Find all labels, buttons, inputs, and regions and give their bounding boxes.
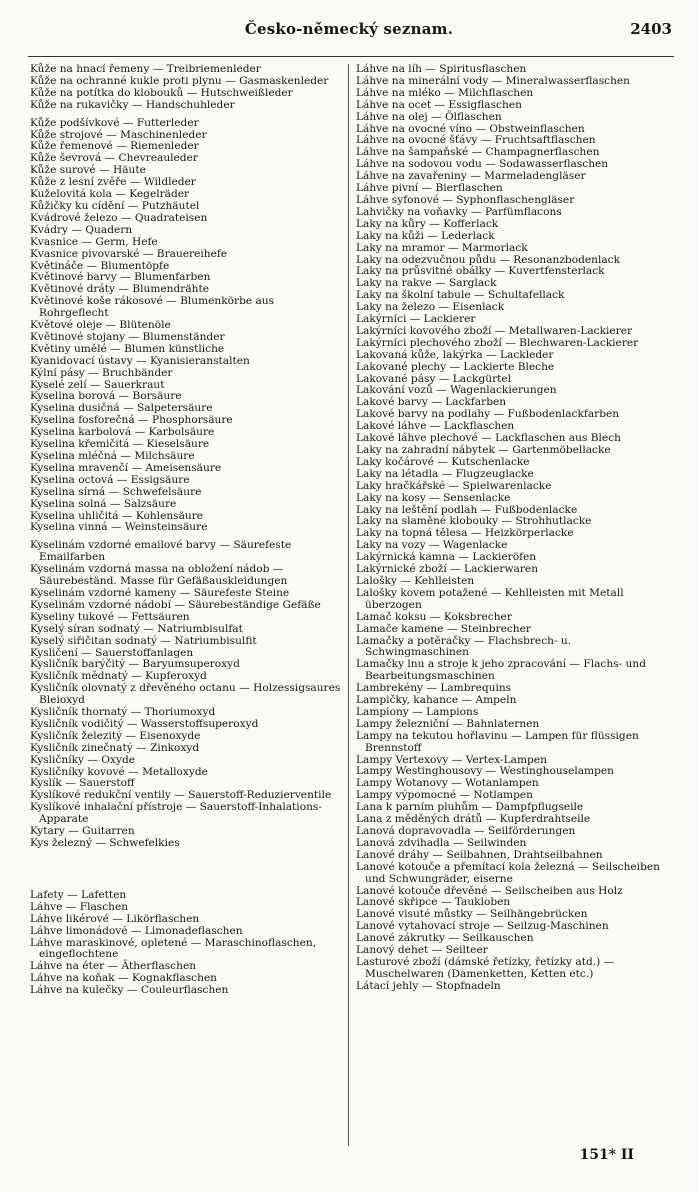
index-entry: Láhve na šampaňské — Champagnerflaschen xyxy=(356,146,600,159)
index-entry: Kyanidovací ústavy — Kyanisieranstalten xyxy=(30,354,250,367)
index-entry: Kyselý síran sodnatý — Natriumbisulfat xyxy=(30,622,243,635)
index-entry: Kyselý siřičitan sodnatý — Natriumbisulfit xyxy=(30,634,257,647)
index-entry: Lampy výpomocné — Notlampen xyxy=(356,789,533,802)
index-entry: Laky kočárové — Kutschenlacke xyxy=(356,455,530,468)
index-entry: Kyselina karbolová — Karbolsäure xyxy=(30,426,215,439)
index-entry: Láhve na kulečky — Couleurflaschen xyxy=(30,984,229,997)
index-entry: Láhve na sodovou vodu — Sodawasserflaschen xyxy=(356,158,609,171)
index-entry: Lanový dehet — Seilteer xyxy=(356,944,488,957)
index-entry: Kysličník železitý — Eisenoxyde xyxy=(30,729,201,742)
index-entry: Kyselinám vzdorné nádobí — Säurebeständige Gefäße xyxy=(30,598,321,611)
index-entry: Láhve syfonové — Syphonflaschengläser xyxy=(356,193,575,206)
index-entry: Kyslíkové redukční ventily — Sauerstoff-Reduzierventile xyxy=(30,789,332,802)
index-entry: Lanové dráhy — Seilbahnen, Drahtseilbahnen xyxy=(356,848,603,861)
index-entry: Květinové dráty — Blumendrähte xyxy=(30,283,210,296)
index-entry: Kůže na potítka do klobouků — Hutschweißleder xyxy=(30,86,293,99)
index-entry: Lamačky a potěračky — Flachsbrech- u. Schwingmaschinen xyxy=(356,634,572,659)
index-entry: Kýlní pásy — Bruchbänder xyxy=(30,366,173,379)
index-entry: Laky na mramor — Marmorlack xyxy=(356,241,528,254)
index-entry: Láhve maraskinové, opletené — Maraschinoflaschen, eingeflochtene xyxy=(30,936,317,961)
index-entry: Kůže surové — Häute xyxy=(30,164,146,177)
index-entry: Kvasnice — Germ, Hefe xyxy=(30,235,158,248)
index-entry: Lakované pásy — Lackgürtel xyxy=(356,372,512,385)
index-entry: Květinové barvy — Blumenfarben xyxy=(30,271,211,284)
index-entry: Kyslíkové inhalační přístroje — Sauerstoff-Inhalations-Apparate xyxy=(30,801,322,826)
index-entry: Látací jehly — Stopfnadeln xyxy=(356,979,501,992)
index-entry: Lakování vozů — Wagenlackierungen xyxy=(356,384,557,397)
index-entry: Kyselina vinná — Weinsteinsäure xyxy=(30,521,208,534)
index-entry: Kysličení — Sauerstoffanlagen xyxy=(30,646,194,659)
index-entry: Laky na školní tabule — Schultafellack xyxy=(356,289,565,302)
index-entry: Láhve na olej — Ölflaschen xyxy=(356,110,502,123)
index-entry: Lamačky lnu a stroje k jeho zpracování — Flachs- und Bearbeitungsmaschinen xyxy=(356,658,646,683)
index-entry: Láhve — Flaschen xyxy=(30,900,129,913)
index-entry: Kvasnice pivovarské — Brauereihefe xyxy=(30,247,228,260)
index-entry: Lakové láhve — Lackflaschen xyxy=(356,420,515,433)
index-entry: Laky na topná tělesa — Heizkörperlacke xyxy=(356,527,574,540)
index-entry: Kysličník vodičitý — Wasserstoffsuperoxyd xyxy=(30,717,259,730)
index-entry: Kůže na hnací řemeny — Treibriemenleder xyxy=(30,63,261,75)
index-entry: Láhve likérové — Likörflaschen xyxy=(30,912,200,925)
index-entry: Kys železný — Schwefelkies xyxy=(30,837,180,849)
index-entry: Kyselinám vzdorné kameny — Säurefeste Steine xyxy=(30,586,290,599)
index-entry: Láhve limonádové — Limonadeflaschen xyxy=(30,924,243,937)
index-entry: Kvádrové železo — Quadrateisen xyxy=(30,211,208,224)
index-entry: Kyselina uhličitá — Kohlensäure xyxy=(30,509,204,522)
printer-signature: 151* II xyxy=(579,1147,634,1163)
index-entry: Kyselina fosforečná — Phosphorsäure xyxy=(30,414,233,427)
index-entry: Lanové kotouče a přemítací kola železná — Seilscheiben und Schwungräder, eiserne xyxy=(356,860,660,885)
index-entry: Laky na průsvitné obálky — Kuvertfensterlack xyxy=(356,265,605,278)
index-entry: Lampiony — Lampions xyxy=(356,705,479,718)
index-entry: Kůže strojové — Maschinenleder xyxy=(30,128,207,141)
index-entry: Květináče — Blumentöpfe xyxy=(30,259,170,272)
index-entry: Lambrekény — Lambrequins xyxy=(356,682,512,695)
index-entry: Lakované plechy — Lackierte Bleche xyxy=(356,360,555,373)
index-entry: Láhve na ovocné šťávy — Fruchtsaftflaschen xyxy=(356,134,596,147)
index-entry: Kysličník mědnatý — Kupferoxyd xyxy=(30,670,207,683)
index-entry: Lakýrníci kovového zboží — Metallwaren-Lackierer xyxy=(356,324,633,337)
index-entry: Lampy Wotanovy — Wotanlampen xyxy=(356,777,539,790)
index-entry: Kytary — Guitarren xyxy=(30,825,135,838)
index-entry: Kysličníky kovové — Metalloxyde xyxy=(30,765,208,778)
index-entry: Květiny umělé — Blumen künstliche xyxy=(30,342,225,355)
index-entry: Lana k parním pluhům — Dampfpflugseile xyxy=(356,801,584,814)
index-entry: Lahvičky na voňavky — Parfümflacons xyxy=(356,205,562,218)
index-entry: Lakýrnické zboží — Lackierwaren xyxy=(356,563,539,576)
index-entry: Lamač koksu — Koksbrecher xyxy=(356,610,512,623)
index-entry: Lakové barvy na podlahy — Fußbodenlackfarben xyxy=(356,408,620,421)
index-entry: Lalošky kovem potažené — Kehlleisten mit Metall überzogen xyxy=(356,586,624,611)
index-entry: Lakové láhve plechové — Lackflaschen aus Blech xyxy=(356,432,621,445)
index-entry: Kyselina borová — Borsäure xyxy=(30,390,182,403)
page-number: 2403 xyxy=(630,20,672,38)
index-entry: Laky na železo — Eisenlack xyxy=(356,301,505,314)
index-entry: Láhve na mléko — Milchflaschen xyxy=(356,86,534,99)
index-entry: Květinové stojany — Blumenständer xyxy=(30,330,225,343)
index-entry: Lanové zákrutky — Seilkauschen xyxy=(356,932,534,945)
index-entry: Kyseliny tukové — Fettsäuren xyxy=(30,610,190,623)
page-title: Česko-německý seznam. xyxy=(244,20,454,38)
index-entry: Kůže podšívkové — Futterleder xyxy=(30,116,199,129)
index-entry: Lamače kamene — Steinbrecher xyxy=(356,622,531,635)
index-entry: Kysličník thornatý — Thoriumoxyd xyxy=(30,706,216,719)
index-entry: Láhve na zavařeniny — Marmeladengläser xyxy=(356,170,586,183)
index-entry: Lafety — Lafetten xyxy=(30,888,127,901)
index-entry: Laky na kosy — Sensenlacke xyxy=(356,491,511,504)
index-entry: Lakýrníci — Lackierer xyxy=(356,313,476,326)
index-entry: Lampy železniční — Bahnlaternen xyxy=(356,717,540,730)
index-entry: Kvádry — Quadern xyxy=(30,223,133,236)
index-entry: Laky na létadla — Flugzeuglacke xyxy=(356,467,534,480)
index-entry: Lanová zdvihadla — Seilwinden xyxy=(356,836,527,849)
index-entry: Laky na kůry — Kofferlack xyxy=(356,217,499,230)
index-entry: Lanové skřipce — Taukloben xyxy=(356,896,511,909)
index-entry: Kyselina mléčná — Milchsäure xyxy=(30,450,195,462)
index-entry: Laky hračkářské — Spielwarenlacke xyxy=(356,479,552,492)
header-rule xyxy=(28,56,674,57)
index-entry: Láhve na ocet — Essigflaschen xyxy=(356,98,522,111)
index-entry: Kyselina sírná — Schwefelsäure xyxy=(30,485,202,498)
index-entry: Lampy Westinghousovy — Westinghouselampen xyxy=(356,765,614,778)
index-entry: Kyselina solná — Salzsäure xyxy=(30,497,177,510)
index-entry: Kyselinám vzdorná massa na obložení nádob — Säurebeständ. Masse für Gefäßauskleidungen xyxy=(30,563,288,588)
index-entry: Kůže na ochranné kukle proti plynu — Gasmaskenleder xyxy=(30,74,329,87)
column-divider xyxy=(348,64,349,1146)
index-entry: Laky na odezvučnou půdu — Resonanzbodenlack xyxy=(356,253,621,266)
index-entry: Kysličník olovnatý z dřevěného octanu — Holzessigsaures Bleioxyd xyxy=(30,682,341,707)
index-entry: Lampy Vertexovy — Vertex-Lampen xyxy=(356,753,547,766)
index-entry: Lanové kotouče dřevěné — Seilscheiben aus Holz xyxy=(356,884,623,897)
index-entry: Lakovaná kůže, lakýrka — Lackleder xyxy=(356,348,554,361)
index-entry: Laky na leštění podlah — Fußbodenlacke xyxy=(356,503,578,516)
index-entry: Laky na slaměné klobouky — Strohhutlacke xyxy=(356,515,592,528)
index-entry: Kůže na rukavičky — Handschuhleder xyxy=(30,98,235,111)
index-entry: Lanové visuté můstky — Seilhängebrücken xyxy=(356,908,588,921)
index-entry: Láhve pivní — Bierflaschen xyxy=(356,182,503,195)
index-entry: Kysličník barýčitý — Baryumsuperoxyd xyxy=(30,658,240,671)
index-entry: Lampičky, kahance — Ampeln xyxy=(356,694,517,707)
index-entry: Láhve na éter — Ätherflaschen xyxy=(30,960,197,973)
index-entry: Lalošky — Kehlleisten xyxy=(356,574,475,587)
index-entry: Lanové vytahovací stroje — Seilzug-Maschinen xyxy=(356,920,609,933)
index-entry: Lana z měděných drátů — Kupferdrahtseile xyxy=(356,813,591,826)
index-entry: Láhve na koňak — Kognakflaschen xyxy=(30,972,217,985)
index-entry: Laky na vozy — Wagenlacke xyxy=(356,539,508,552)
index-entry: Květové oleje — Blütenöle xyxy=(30,319,171,332)
index-entry: Kyselinám vzdorné emailové barvy — Säurefeste Emailfarben xyxy=(30,539,292,564)
index-entry: Lampy na tekutou hořlavinu — Lampen für flüssigen Brennstoff xyxy=(356,729,639,754)
index-entry: Kyselina křemičitá — Kieselsäure xyxy=(30,438,210,451)
index-entry: Laky na zahradní nábytek — Gartenmöbellacke xyxy=(356,444,611,456)
index-entry: Kyselé zelí — Sauerkraut xyxy=(30,378,165,391)
index-entry: Kyslík — Sauerstoff xyxy=(30,777,135,790)
index-entry: Lasturové zboží (dámské řetízky, řetízky atd.) — Muschelwaren (Damenketten, Ketten etc.) xyxy=(356,955,615,980)
index-entry: Lakýrnická kamna — Lackieröfen xyxy=(356,551,537,564)
index-entry: Kuželovitá kola — Kegelräder xyxy=(30,188,190,201)
index-entry: Kůžičky ku cídění — Putzhäutel xyxy=(30,199,200,212)
index-entry: Květinové koše rákosové — Blumenkörbe aus Rohrgeflecht xyxy=(30,295,275,320)
index-entry: Kyselina octová — Essigsäure xyxy=(30,473,190,486)
index-entry: Láhve na líh — Spiritusflaschen xyxy=(356,63,527,75)
index-entry: Lakové barvy — Lackfarben xyxy=(356,396,507,409)
index-entry: Lanová dopravovadla — Seilförderungen xyxy=(356,825,576,837)
index-entry: Lakýrníci plechového zboží — Blechwaren-Lackierer xyxy=(356,336,639,349)
index-entry: Kyselina mravenčí — Ameisensäure xyxy=(30,461,222,474)
index-entry: Kyselina dusičná — Salpetersäure xyxy=(30,402,213,415)
index-entry: Kysličníky — Oxyde xyxy=(30,753,136,766)
right-column xyxy=(356,64,668,993)
index-entry: Láhve na ovocné víno — Obstweinflaschen xyxy=(356,122,585,135)
index-entry: Kůže z lesní zvěře — Wildleder xyxy=(30,176,196,189)
index-entry: Kůže řemenové — Riemenleder xyxy=(30,140,199,153)
index-entry: Kůže ševrová — Chevreauleder xyxy=(30,152,198,165)
index-entry: Kysličník zinečnatý — Zinkoxyd xyxy=(30,741,200,754)
left-column xyxy=(30,64,342,997)
index-entry: Laky na kůži — Lederlack xyxy=(356,229,495,242)
index-entry: Laky na rakve — Sarglack xyxy=(356,277,497,290)
index-entry: Láhve na minerální vody — Mineralwasserflaschen xyxy=(356,74,630,87)
